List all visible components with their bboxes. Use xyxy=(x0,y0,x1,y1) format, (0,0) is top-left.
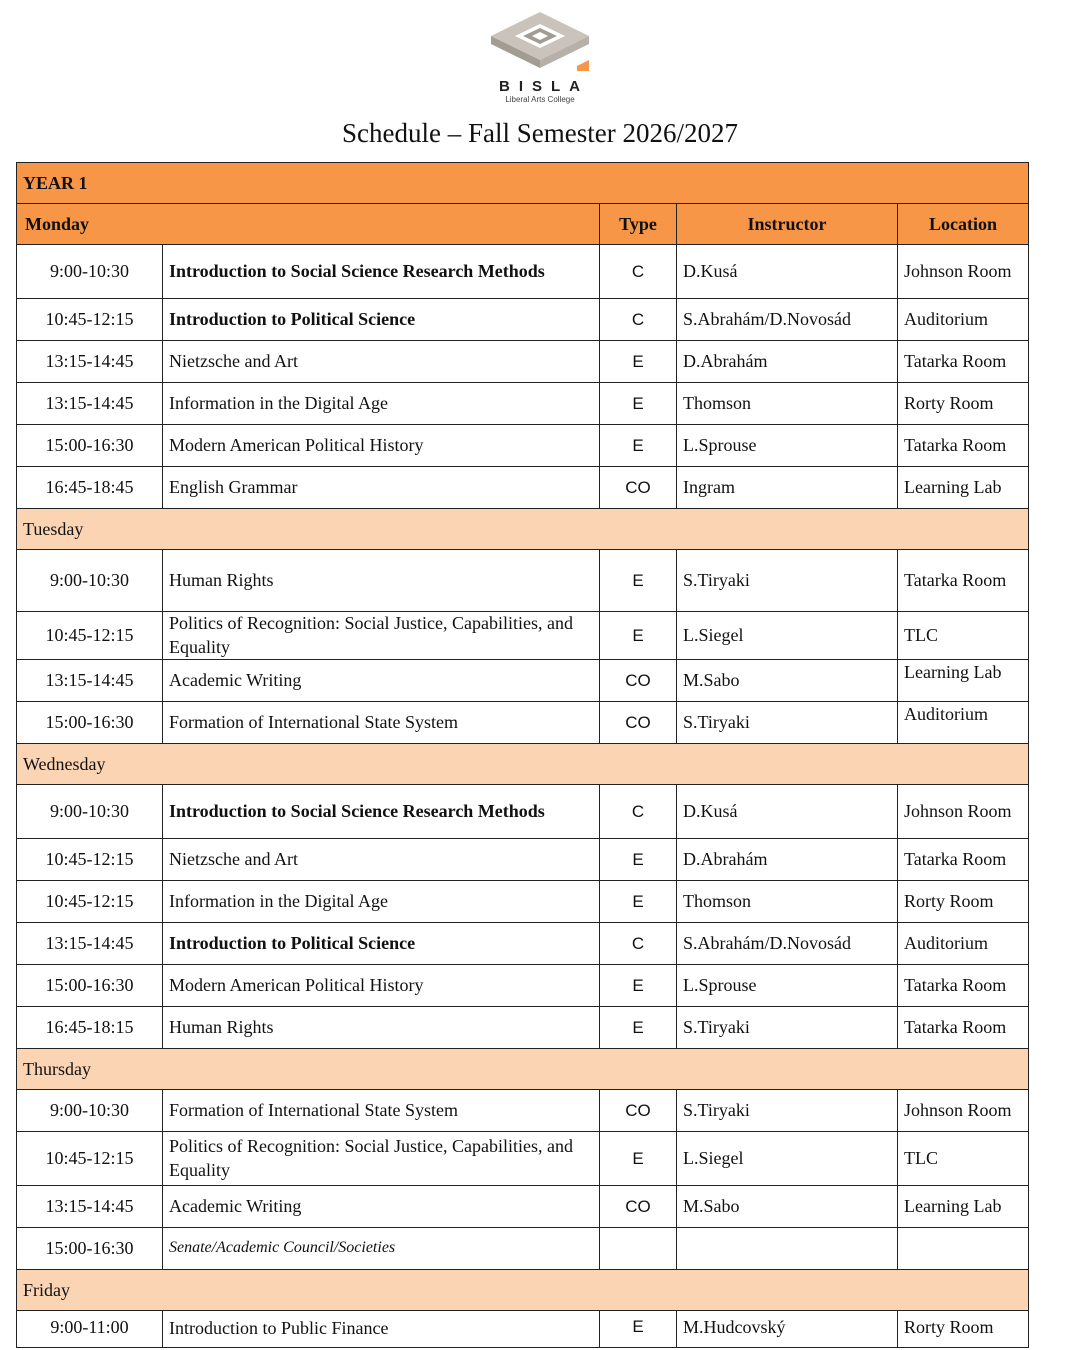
table-row xyxy=(17,612,1029,660)
type-cell: CO xyxy=(600,702,677,744)
time-cell: 9:00-10:30 xyxy=(17,245,163,299)
course-cell: Information in the Digital Age xyxy=(163,881,600,923)
location-cell: Tatarka Room xyxy=(898,425,1029,467)
course-cell: Information in the Digital Age xyxy=(163,383,600,425)
location-cell: Rorty Room xyxy=(898,383,1029,425)
table-row xyxy=(17,383,1029,425)
course-cell: Politics of Recognition: Social Justice, Capabilities, and Equality xyxy=(163,612,600,660)
table-row xyxy=(17,1186,1029,1228)
instructor-cell: S.Tiryaki xyxy=(677,1007,898,1049)
time-cell: 9:00-10:30 xyxy=(17,1090,163,1132)
time-cell: 10:45-12:15 xyxy=(17,1132,163,1186)
instructor-cell: L.Sprouse xyxy=(677,425,898,467)
day-label: Friday xyxy=(17,1270,1029,1311)
course-cell: Modern American Political History xyxy=(163,425,600,467)
time-cell: 15:00-16:30 xyxy=(17,1228,163,1270)
time-cell: 10:45-12:15 xyxy=(17,881,163,923)
course-cell: Senate/Academic Council/Societies xyxy=(163,1228,600,1270)
type-cell: C xyxy=(600,299,677,341)
time-cell: 10:45-12:15 xyxy=(17,839,163,881)
time-cell: 15:00-16:30 xyxy=(17,425,163,467)
location-cell: TLC xyxy=(898,1132,1029,1186)
time-cell: 13:15-14:45 xyxy=(17,1186,163,1228)
location-cell: Tatarka Room xyxy=(898,839,1029,881)
table-row xyxy=(17,923,1029,965)
instructor-cell: Thomson xyxy=(677,383,898,425)
location-cell: Johnson Room xyxy=(898,245,1029,299)
day-label: Wednesday xyxy=(17,744,1029,785)
time-cell: 15:00-16:30 xyxy=(17,702,163,744)
instructor-cell: L.Siegel xyxy=(677,1132,898,1186)
type-cell: CO xyxy=(600,1186,677,1228)
year-label: YEAR 1 xyxy=(17,163,1029,204)
day-label: Tuesday xyxy=(17,509,1029,550)
column-header-row xyxy=(17,204,1029,245)
column-header-location: Location xyxy=(898,204,1029,245)
location-cell: Rorty Room xyxy=(898,881,1029,923)
time-cell: 16:45-18:15 xyxy=(17,1007,163,1049)
type-cell xyxy=(600,1228,677,1270)
instructor-cell: S.Tiryaki xyxy=(677,1090,898,1132)
table-row xyxy=(17,467,1029,509)
time-cell: 10:45-12:15 xyxy=(17,612,163,660)
column-header-instructor: Instructor xyxy=(677,204,898,245)
column-header-type: Type xyxy=(600,204,677,245)
location-cell xyxy=(898,1228,1029,1270)
type-cell: E xyxy=(600,1007,677,1049)
instructor-cell: D.Kusá xyxy=(677,785,898,839)
location-cell: Tatarka Room xyxy=(898,550,1029,612)
time-cell: 15:00-16:30 xyxy=(17,965,163,1007)
course-cell: Modern American Political History xyxy=(163,965,600,1007)
day-header-row xyxy=(17,1049,1029,1090)
day-label: Thursday xyxy=(17,1049,1029,1090)
course-cell: Introduction to Social Science Research Methods xyxy=(163,245,600,299)
instructor-cell: S.Abrahám/D.Novosád xyxy=(677,923,898,965)
location-cell: Auditorium xyxy=(898,923,1029,965)
day-header-row xyxy=(17,1270,1029,1311)
course-cell: Formation of International State System xyxy=(163,702,600,744)
table-row xyxy=(17,881,1029,923)
time-cell: 9:00-11:00 xyxy=(17,1311,163,1348)
instructor-cell: M.Sabo xyxy=(677,1186,898,1228)
location-cell: Tatarka Room xyxy=(898,965,1029,1007)
course-cell: English Grammar xyxy=(163,467,600,509)
instructor-cell xyxy=(677,1228,898,1270)
location-cell: Johnson Room xyxy=(898,1090,1029,1132)
table-row xyxy=(17,550,1029,612)
course-cell: Introduction to Political Science xyxy=(163,299,600,341)
location-cell: Learning Lab xyxy=(898,467,1029,509)
time-cell: 9:00-10:30 xyxy=(17,785,163,839)
course-cell: Formation of International State System xyxy=(163,1090,600,1132)
brand-tagline: Liberal Arts College xyxy=(505,95,575,104)
instructor-cell: S.Tiryaki xyxy=(677,550,898,612)
location-cell: TLC xyxy=(898,612,1029,660)
time-cell: 13:15-14:45 xyxy=(17,341,163,383)
type-cell: E xyxy=(600,383,677,425)
location-cell: Learning Lab xyxy=(898,1186,1029,1228)
type-cell: CO xyxy=(600,1090,677,1132)
instructor-cell: D.Abrahám xyxy=(677,839,898,881)
type-cell: C xyxy=(600,923,677,965)
year-header-row xyxy=(17,163,1029,204)
college-logo xyxy=(0,8,1080,104)
type-cell: CO xyxy=(600,660,677,702)
type-cell: CO xyxy=(600,467,677,509)
table-row xyxy=(17,785,1029,839)
type-cell: E xyxy=(600,550,677,612)
type-cell: E xyxy=(600,839,677,881)
course-cell: Nietzsche and Art xyxy=(163,341,600,383)
course-cell: Introduction to Social Science Research Methods xyxy=(163,785,600,839)
time-cell: 16:45-18:45 xyxy=(17,467,163,509)
instructor-cell: D.Kusá xyxy=(677,245,898,299)
course-cell: Nietzsche and Art xyxy=(163,839,600,881)
course-cell: Human Rights xyxy=(163,550,600,612)
type-cell: E xyxy=(600,881,677,923)
table-row xyxy=(17,660,1029,702)
table-row xyxy=(17,425,1029,467)
location-cell: Learning Lab xyxy=(898,660,1029,702)
course-cell: Introduction to Public Finance xyxy=(163,1311,600,1348)
table-row xyxy=(17,1007,1029,1049)
instructor-cell: Thomson xyxy=(677,881,898,923)
table-row xyxy=(17,245,1029,299)
course-cell: Introduction to Political Science xyxy=(163,923,600,965)
location-cell: Johnson Room xyxy=(898,785,1029,839)
type-cell: C xyxy=(600,245,677,299)
instructor-cell: S.Tiryaki xyxy=(677,702,898,744)
time-cell: 9:00-10:30 xyxy=(17,550,163,612)
location-cell: Tatarka Room xyxy=(898,341,1029,383)
schedule-table xyxy=(16,162,1029,1348)
time-cell: 13:15-14:45 xyxy=(17,923,163,965)
day-header-row xyxy=(17,509,1029,550)
table-row xyxy=(17,1311,1029,1348)
day-header-monday: Monday xyxy=(17,204,600,245)
time-cell: 13:15-14:45 xyxy=(17,383,163,425)
type-cell: E xyxy=(600,341,677,383)
instructor-cell: Ingram xyxy=(677,467,898,509)
table-row xyxy=(17,1132,1029,1186)
type-cell: C xyxy=(600,785,677,839)
type-cell: E xyxy=(600,1311,677,1348)
brand-name: BISLA xyxy=(499,78,589,95)
instructor-cell: D.Abrahám xyxy=(677,341,898,383)
table-row xyxy=(17,839,1029,881)
type-cell: E xyxy=(600,425,677,467)
instructor-cell: L.Sprouse xyxy=(677,965,898,1007)
location-cell: Tatarka Room xyxy=(898,1007,1029,1049)
type-cell: E xyxy=(600,612,677,660)
bisla-logo-icon xyxy=(485,8,595,80)
instructor-cell: M.Sabo xyxy=(677,660,898,702)
page-title: Schedule – Fall Semester 2026/2027 xyxy=(342,118,738,148)
location-cell: Auditorium xyxy=(898,299,1029,341)
instructor-cell: L.Siegel xyxy=(677,612,898,660)
table-row xyxy=(17,1228,1029,1270)
instructor-cell: M.Hudcovský xyxy=(677,1311,898,1348)
course-cell: Academic Writing xyxy=(163,1186,600,1228)
course-cell: Academic Writing xyxy=(163,660,600,702)
instructor-cell: S.Abrahám/D.Novosád xyxy=(677,299,898,341)
table-row xyxy=(17,965,1029,1007)
location-cell: Rorty Room xyxy=(898,1311,1029,1348)
time-cell: 13:15-14:45 xyxy=(17,660,163,702)
type-cell: E xyxy=(600,1132,677,1186)
course-cell: Politics of Recognition: Social Justice, Capabilities, and Equality xyxy=(163,1132,600,1186)
table-row xyxy=(17,702,1029,744)
table-row xyxy=(17,341,1029,383)
time-cell: 10:45-12:15 xyxy=(17,299,163,341)
type-cell: E xyxy=(600,965,677,1007)
table-row xyxy=(17,299,1029,341)
course-cell: Human Rights xyxy=(163,1007,600,1049)
day-header-row xyxy=(17,744,1029,785)
location-cell: Auditorium xyxy=(898,702,1029,744)
table-row xyxy=(17,1090,1029,1132)
